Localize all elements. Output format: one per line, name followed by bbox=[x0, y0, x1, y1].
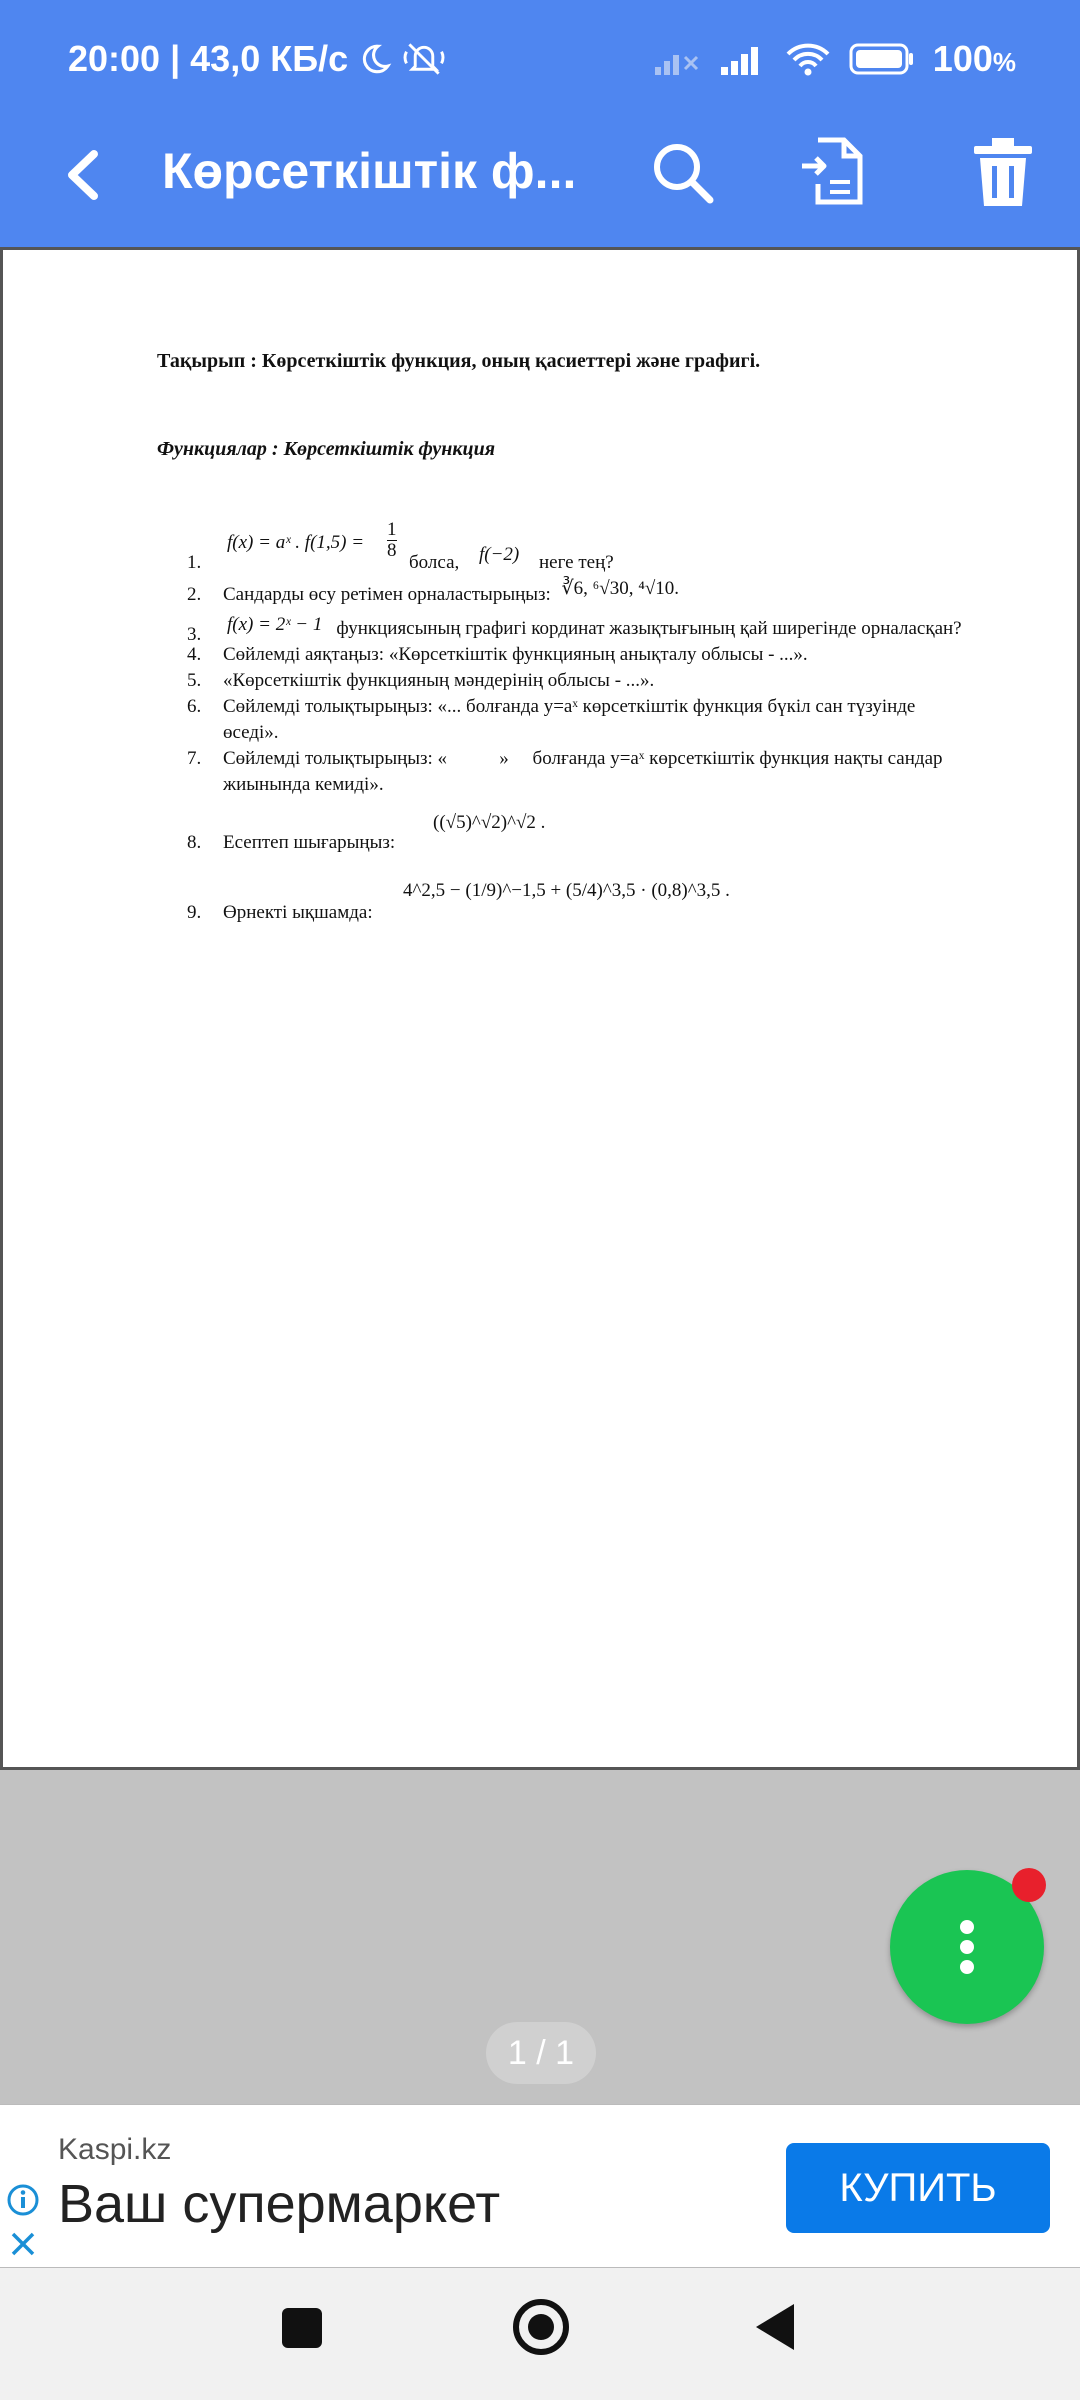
task-item-6 bbox=[187, 694, 1007, 746]
trash-icon[interactable] bbox=[970, 134, 1036, 210]
fraction-numerator: 1 bbox=[387, 519, 397, 540]
item-text: «Көрсеткіштік функцияның мәндерінің облысы - ...». bbox=[223, 670, 655, 691]
recent-apps-icon[interactable] bbox=[282, 2308, 322, 2348]
signal-x-icon bbox=[653, 43, 701, 75]
item-text: Есептеп шығарыңыз: bbox=[223, 832, 396, 853]
item-math: ((√5)^√2)^√2 . bbox=[433, 812, 546, 833]
item-text: Сөйлемді толықтырыңыз: «... болғанда y=aˣ көрсеткіштік функция бүкіл сан түзуінде өседі». bbox=[223, 696, 916, 743]
item-number: 7. bbox=[187, 748, 202, 769]
buy-button[interactable]: КУПИТЬ bbox=[786, 2143, 1050, 2233]
item-math: 4^2,5 − (1/9)^−1,5 + (5/4)^3,5 · (0,8)^3,5 . bbox=[403, 880, 730, 901]
battery-icon bbox=[849, 42, 915, 76]
status-left bbox=[68, 38, 446, 80]
document-page[interactable] bbox=[0, 247, 1080, 1770]
item-number: 1. bbox=[187, 552, 202, 573]
doc-title: Тақырып : Көрсеткіштік функция, оның қасиеттері және графигі. bbox=[157, 350, 761, 372]
signal-icon bbox=[719, 43, 767, 75]
back-arrow-icon[interactable] bbox=[50, 140, 120, 210]
ad-banner[interactable] bbox=[0, 2104, 1080, 2268]
task-item-2 bbox=[187, 578, 1007, 608]
task-item-7 bbox=[187, 746, 1007, 798]
item-math: f(x) = aˣ . f(1,5) = bbox=[227, 532, 365, 553]
fraction-denominator: 8 bbox=[387, 540, 397, 561]
wifi-icon bbox=[785, 42, 831, 76]
item-number: 4. bbox=[187, 644, 202, 665]
ad-headline: Ваш супермаркет bbox=[58, 2174, 501, 2234]
item-number: 2. bbox=[187, 584, 202, 605]
status-bar bbox=[0, 0, 1080, 120]
item-text: Сөйлемді толықтырыңыз: « » болғанда y=aˣ көрсеткіштік функция нақты сандар жиынында кемиді». bbox=[223, 748, 948, 795]
ad-brand: Kaspi.kz bbox=[58, 2133, 172, 2166]
item-text: Өрнекті ықшамда: bbox=[223, 902, 373, 923]
search-icon[interactable] bbox=[648, 138, 718, 208]
battery-percent-sign: % bbox=[992, 47, 1016, 77]
task-list bbox=[187, 520, 1007, 924]
task-item-4 bbox=[187, 642, 1007, 668]
status-time: 20:00 | 43,0 КБ/с bbox=[68, 38, 349, 79]
item-number: 3. bbox=[187, 624, 202, 645]
back-triangle-icon[interactable] bbox=[754, 2302, 796, 2352]
item-number: 5. bbox=[187, 670, 202, 691]
item-number: 6. bbox=[187, 696, 202, 717]
app-bar bbox=[0, 0, 1080, 247]
task-item-5 bbox=[187, 668, 1007, 694]
file-export-icon[interactable] bbox=[798, 134, 868, 210]
battery-value: 100 bbox=[932, 38, 993, 79]
doc-subtitle: Функциялар : Көрсеткіштік функция bbox=[157, 438, 496, 460]
item-math-2: f(−2) bbox=[479, 544, 520, 565]
item-fraction bbox=[387, 520, 397, 561]
toolbar bbox=[0, 120, 1080, 247]
battery-level bbox=[933, 38, 1016, 80]
task-item-9 bbox=[187, 880, 1007, 924]
item-number: 9. bbox=[187, 902, 202, 923]
item-text: неге тең? bbox=[539, 552, 614, 573]
notification-dot bbox=[1012, 1868, 1046, 1902]
item-text: Сандарды өсу ретімен орналастырыңыз: bbox=[223, 584, 551, 605]
info-icon[interactable] bbox=[6, 2183, 40, 2217]
moon-icon bbox=[358, 42, 392, 76]
task-item-8 bbox=[187, 814, 1007, 854]
close-icon[interactable] bbox=[8, 2229, 38, 2259]
bell-off-icon bbox=[402, 40, 446, 78]
item-number: 8. bbox=[187, 832, 202, 853]
status-right bbox=[653, 38, 1016, 80]
item-mid-text: болса, bbox=[409, 552, 460, 573]
item-math: ∛6, ⁶√30, ⁴√10. bbox=[561, 578, 680, 599]
item-text: функциясының графигі кординат жазықтығының қай ширегінде орналасқан? bbox=[336, 618, 962, 639]
task-item-1 bbox=[187, 520, 1007, 578]
navigation-bar bbox=[0, 2268, 1080, 2400]
task-item-3 bbox=[187, 614, 1007, 645]
item-math: f(x) = 2ˣ − 1 bbox=[227, 614, 323, 635]
item-text: Сөйлемді аяқтаңыз: «Көрсеткіштік функцияның анықталу облысы - ...». bbox=[223, 644, 808, 665]
page-indicator: 1 / 1 bbox=[486, 2022, 596, 2084]
home-icon[interactable] bbox=[512, 2298, 570, 2356]
document-title: Көрсеткіштік ф... bbox=[162, 143, 577, 199]
